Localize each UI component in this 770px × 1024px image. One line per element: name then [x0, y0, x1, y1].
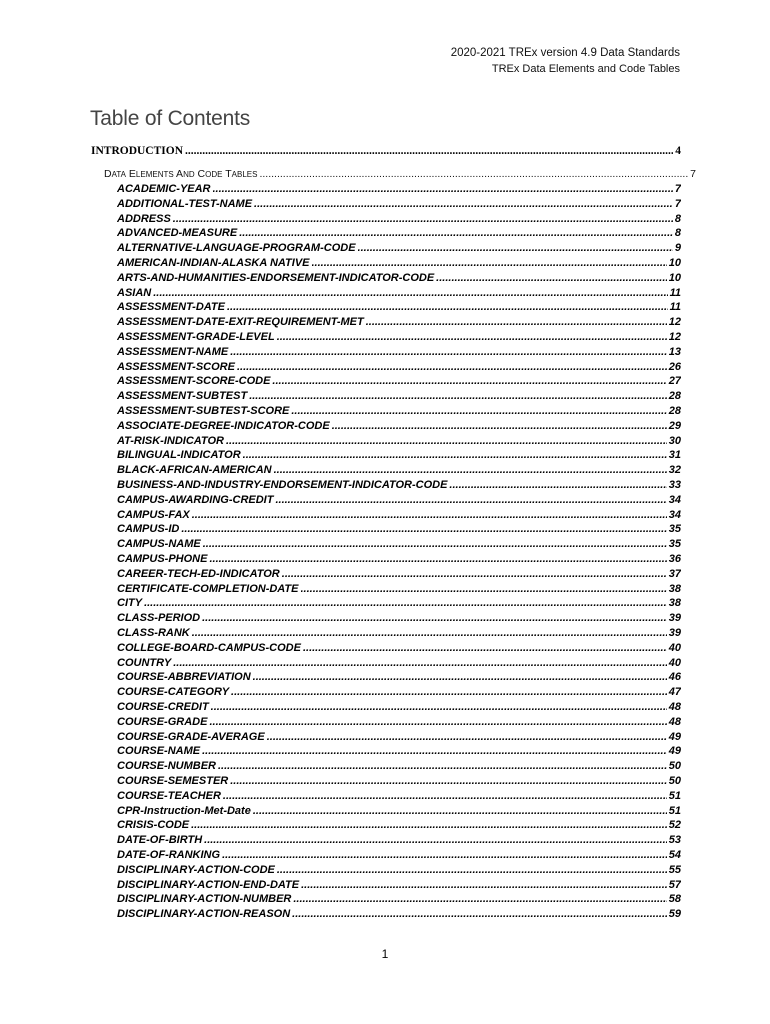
toc-leader-dots	[209, 716, 666, 728]
toc-entry-label: COURSE-TEACHER	[117, 789, 221, 802]
toc-leader-dots	[218, 760, 667, 772]
toc-entry-page: 7	[690, 168, 696, 180]
toc-entry[interactable]	[117, 745, 681, 757]
toc-entry-page: 36	[668, 553, 681, 565]
toc-leader-dots	[209, 553, 666, 565]
toc-entry-page: 7	[674, 183, 681, 195]
toc-leader-dots	[181, 523, 666, 535]
toc-leader-dots	[253, 805, 667, 817]
toc-entry[interactable]	[117, 716, 681, 728]
toc-entry[interactable]	[117, 864, 681, 876]
toc-entry-page: 10	[668, 257, 681, 269]
toc-entry-page: 55	[668, 863, 681, 876]
toc-entry-page: 12	[668, 331, 681, 343]
toc-entry-page: 59	[668, 908, 681, 921]
toc-entry-label: ASSOCIATE-DEGREE-INDICATOR-CODE	[117, 419, 330, 432]
toc-entry-page: 37	[668, 567, 681, 580]
toc-entry-page: 34	[668, 493, 681, 506]
toc-leader-dots	[204, 834, 667, 846]
toc-entry[interactable]	[117, 361, 681, 373]
toc-leader-dots	[312, 257, 667, 269]
toc-entry-page: 52	[668, 819, 681, 832]
toc-entry[interactable]	[117, 183, 681, 195]
toc-entry-page: 50	[668, 760, 681, 773]
toc-entry[interactable]	[117, 879, 681, 891]
toc-entry[interactable]	[117, 346, 681, 358]
toc-entry-introduction[interactable]	[91, 145, 681, 157]
toc-entry-page: 39	[668, 612, 681, 625]
toc-entry-label: CPR-Instruction-Met-Date	[117, 804, 251, 817]
toc-entry-label: ASSESSMENT-SCORE-CODE	[117, 375, 271, 388]
toc-entry-page: 11	[669, 286, 681, 299]
toc-entry-page: 31	[668, 449, 681, 462]
toc-leader-dots	[277, 864, 667, 876]
toc-entry-label: ASSESSMENT-SCORE	[117, 360, 235, 373]
toc-title: Table of Contents	[90, 107, 251, 130]
toc-entry-label: DISCIPLINARY-ACTION-NUMBER	[117, 893, 292, 906]
toc-section-label-text: DATA ELEMENTS AND CODE TABLES	[104, 168, 258, 180]
toc-entry-page: 50	[668, 775, 681, 787]
toc-entry-label: COUNTRY	[117, 656, 172, 669]
toc-leader-dots	[293, 893, 666, 905]
toc-entry-page: 53	[668, 834, 681, 847]
toc-leader-dots	[267, 731, 667, 743]
toc-entry[interactable]	[117, 671, 681, 683]
toc-entry[interactable]	[117, 301, 681, 313]
toc-leader-dots	[292, 908, 667, 920]
toc-entry-page: 26	[668, 360, 681, 373]
toc-entry-label: ASSESSMENT-DATE	[117, 301, 225, 314]
toc-entry[interactable]	[117, 568, 681, 580]
toc-entry-label: COURSE-NUMBER	[117, 760, 216, 773]
toc-entry[interactable]	[117, 420, 681, 432]
toc-entry-label: BLACK-AFRICAN-AMERICAN	[117, 464, 272, 477]
toc-entry-label: ASSESSMENT-NAME	[117, 345, 229, 358]
toc-entry-label: DATE-OF-BIRTH	[117, 834, 203, 847]
toc-leader-dots	[222, 849, 667, 861]
toc-leader-dots	[282, 568, 667, 580]
toc-entry-label: CLASS-RANK	[117, 627, 190, 639]
toc-leader-dots	[237, 361, 667, 373]
toc-entry[interactable]	[117, 790, 681, 802]
header-version-line: 2020-2021 TREx version 4.9 Data Standards	[450, 47, 680, 59]
toc-entry-label: INTRODUCTION	[91, 145, 184, 157]
toc-entry-page: 40	[668, 656, 681, 669]
toc-entry[interactable]	[117, 390, 681, 402]
toc-entry-page: 35	[668, 523, 681, 536]
toc-entry[interactable]	[117, 597, 681, 609]
toc-leader-dots	[301, 879, 667, 891]
toc-leader-dots	[272, 375, 666, 387]
toc-entry-label: CRISIS-CODE	[117, 819, 190, 832]
toc-leader-dots	[358, 242, 673, 254]
toc-entry[interactable]	[117, 494, 681, 506]
toc-entry-label: CAMPUS-PHONE	[117, 553, 208, 565]
toc-leader-dots	[192, 509, 667, 521]
toc-entry[interactable]	[117, 760, 681, 772]
toc-entry-label: CAMPUS-ID	[117, 523, 180, 536]
toc-entry-label: BILINGUAL-INDICATOR	[117, 449, 241, 462]
toc-entry-page: 48	[668, 701, 681, 713]
toc-entry[interactable]	[117, 242, 681, 254]
toc-entry-page: 33	[668, 479, 681, 491]
toc-entry[interactable]	[117, 316, 681, 328]
toc-entry-label: CAMPUS-FAX	[117, 508, 190, 521]
toc-entry-label: ALTERNATIVE-LANGUAGE-PROGRAM-CODE	[117, 242, 356, 255]
toc-entry-page: 54	[668, 849, 681, 861]
toc-entry[interactable]	[117, 731, 681, 743]
toc-entry-page: 47	[668, 686, 681, 699]
toc-entry-page: 8	[674, 227, 681, 240]
toc-entry-page: 32	[668, 464, 681, 477]
toc-leader-dots	[449, 479, 666, 491]
toc-entry-page: 4	[675, 145, 681, 157]
toc-entry[interactable]	[117, 479, 681, 491]
toc-leader-dots	[332, 420, 667, 432]
toc-entry[interactable]	[117, 686, 681, 698]
toc-entry[interactable]	[117, 553, 681, 565]
toc-leader-dots	[202, 612, 667, 624]
toc-leader-dots	[291, 405, 666, 417]
toc-leader-dots	[253, 671, 667, 683]
toc-entry-label: COURSE-ABBREVIATION	[117, 671, 251, 684]
toc-entry-page: 9	[674, 242, 681, 255]
toc-leader-dots	[185, 145, 673, 157]
toc-entry-label: ADDITIONAL-TEST-NAME	[117, 197, 253, 210]
toc-entry[interactable]	[117, 775, 681, 787]
toc-entry[interactable]	[117, 642, 681, 654]
toc-leader-dots	[191, 819, 667, 831]
page-number: 1	[381, 947, 389, 961]
toc-entry-label: CERTIFICATE-COMPLETION-DATE	[117, 582, 299, 595]
toc-entry-label: COLLEGE-BOARD-CAMPUS-CODE	[117, 641, 301, 654]
toc-entry[interactable]	[117, 819, 681, 831]
toc-leader-dots	[254, 198, 673, 210]
toc-leader-dots	[227, 301, 668, 313]
toc-entry-page: 57	[668, 878, 681, 891]
toc-leader-dots	[303, 642, 667, 654]
toc-entry-label: COURSE-GRADE-AVERAGE	[117, 730, 265, 743]
toc-entry-label: CAMPUS-NAME	[117, 538, 201, 551]
toc-entry-label: COURSE-SEMESTER	[117, 775, 229, 787]
toc-entry-page: 34	[668, 508, 681, 521]
toc-leader-dots	[226, 435, 667, 447]
toc-leader-dots	[231, 686, 667, 698]
toc-leader-dots	[249, 390, 667, 402]
toc-entry-label: CITY	[117, 597, 143, 610]
toc-entry-label: DISCIPLINARY-ACTION-END-DATE	[117, 878, 300, 891]
toc-entry[interactable]	[117, 331, 681, 343]
toc-entry[interactable]	[117, 375, 681, 387]
toc-leader-dots	[230, 775, 667, 787]
toc-entry[interactable]	[117, 893, 681, 905]
toc-entry-page: 28	[668, 390, 681, 403]
toc-leader-dots	[301, 583, 667, 595]
toc-entry-label: ASSESSMENT-SUBTEST	[117, 390, 248, 403]
toc-entry[interactable]	[117, 213, 681, 225]
toc-leader-dots	[223, 790, 667, 802]
toc-entry[interactable]	[117, 509, 681, 521]
toc-entry-label: AT-RISK-INDICATOR	[117, 434, 224, 447]
toc-entry[interactable]	[117, 227, 681, 239]
toc-entry-label: ASSESSMENT-SUBTEST-SCORE	[117, 405, 290, 417]
toc-leader-dots	[144, 597, 667, 609]
toc-entry-page: 12	[668, 316, 681, 329]
toc-entry[interactable]	[117, 583, 681, 595]
toc-entry[interactable]	[117, 405, 681, 417]
toc-entry-page: 13	[668, 345, 681, 358]
toc-entry-page: 46	[668, 671, 681, 684]
toc-leader-dots	[202, 745, 667, 757]
toc-leader-dots	[436, 272, 667, 284]
toc-entry[interactable]	[117, 287, 681, 299]
toc-entry[interactable]	[117, 198, 681, 210]
toc-leader-dots	[192, 627, 667, 639]
toc-entry-label: AMERICAN-INDIAN-ALASKA NATIVE	[117, 257, 310, 269]
toc-entry[interactable]	[117, 523, 681, 535]
toc-entry-page: 35	[668, 538, 681, 551]
toc-leader-dots	[153, 287, 667, 299]
toc-entry-label: ADDRESS	[117, 212, 171, 225]
toc-entry-label: ARTS-AND-HUMANITIES-ENDORSEMENT-INDICATOR-CODE	[117, 271, 435, 284]
toc-entry-label: DATE-OF-RANKING	[117, 849, 221, 861]
toc-entry-page: 38	[668, 597, 681, 610]
toc-entry-page: 38	[668, 582, 681, 595]
toc-entry-page: 8	[674, 212, 681, 225]
toc-entry-page: 10	[668, 271, 681, 284]
toc-leader-dots	[239, 227, 673, 239]
toc-entry[interactable]	[117, 627, 681, 639]
toc-leader-dots	[173, 657, 667, 669]
toc-entry[interactable]	[117, 538, 681, 550]
toc-entry-page: 7	[674, 197, 681, 210]
toc-leader-dots	[213, 183, 673, 195]
toc-entry[interactable]	[117, 834, 681, 846]
toc-entry[interactable]	[117, 449, 681, 461]
toc-entry-label	[104, 168, 257, 180]
toc-entry[interactable]	[117, 612, 681, 624]
toc-leader-dots	[203, 538, 667, 550]
toc-entry[interactable]	[117, 908, 681, 920]
toc-leader-dots	[211, 701, 667, 713]
toc-entry-label: DISCIPLINARY-ACTION-CODE	[117, 863, 275, 876]
toc-entry-label: CLASS-PERIOD	[117, 612, 201, 625]
toc-entry[interactable]	[117, 805, 681, 817]
toc-entry-page: 30	[668, 434, 681, 447]
toc-entry-label: CAMPUS-AWARDING-CREDIT	[117, 493, 274, 506]
toc-entry-label: ASSESSMENT-GRADE-LEVEL	[117, 331, 275, 343]
toc-entry-page: 51	[668, 789, 681, 802]
toc-leader-dots	[277, 331, 667, 343]
page-header	[451, 45, 680, 77]
toc-entry[interactable]	[117, 657, 681, 669]
toc-entry-label: ASIAN	[117, 286, 152, 299]
toc-leader-dots	[173, 213, 673, 225]
toc-entry-label: COURSE-CREDIT	[117, 701, 209, 713]
toc-entry-page: 40	[668, 641, 681, 654]
toc-leader-dots	[243, 449, 667, 461]
toc-entry-label: BUSINESS-AND-INDUSTRY-ENDORSEMENT-INDICATOR-CODE	[117, 479, 448, 491]
toc-leader-dots	[259, 168, 688, 180]
toc-leader-dots	[366, 316, 667, 328]
toc-entry-page: 39	[668, 627, 681, 639]
toc-entry-label: COURSE-CATEGORY	[117, 686, 230, 699]
toc-entry-label: ADVANCED-MEASURE	[117, 227, 238, 240]
toc-entry-label: ASSESSMENT-DATE-EXIT-REQUIREMENT-MET	[117, 316, 364, 329]
toc-entry-label: COURSE-GRADE	[117, 715, 208, 728]
toc-entry-page: 48	[668, 715, 681, 728]
toc-entry-page: 51	[668, 804, 681, 817]
toc-leader-dots	[275, 494, 666, 506]
toc-entry-label: COURSE-NAME	[117, 745, 201, 758]
toc-entry[interactable]	[117, 435, 681, 447]
header-subtitle-line: TREx Data Elements and Code Tables	[491, 63, 680, 75]
toc-entry[interactable]	[117, 701, 681, 713]
toc-entry[interactable]	[117, 464, 681, 476]
toc-entry-page: 28	[668, 405, 681, 417]
toc-entry[interactable]	[117, 272, 681, 284]
toc-entry-page: 11	[669, 301, 681, 314]
toc-entry-page: 27	[668, 375, 681, 388]
toc-entry[interactable]	[117, 257, 681, 269]
toc-leader-dots	[230, 346, 667, 358]
toc-entry-data-elements[interactable]	[104, 168, 696, 180]
toc-entry-label: DISCIPLINARY-ACTION-REASON	[117, 908, 291, 921]
toc-leader-dots	[274, 464, 667, 476]
toc-entry[interactable]	[117, 849, 681, 861]
toc-entry-page: 29	[668, 419, 681, 432]
toc-entry-label: CAREER-TECH-ED-INDICATOR	[117, 567, 280, 580]
toc-entry-page: 49	[668, 745, 681, 758]
toc-entry-label: ACADEMIC-YEAR	[117, 183, 211, 195]
toc-entry-page: 58	[668, 893, 681, 906]
toc-entry-page: 49	[668, 730, 681, 743]
